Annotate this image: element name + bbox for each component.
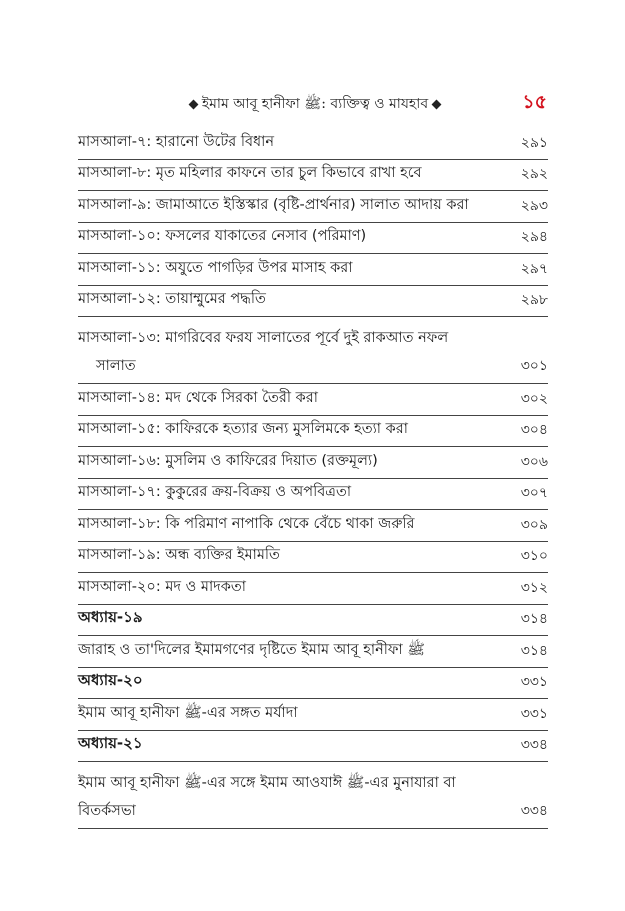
toc-entry-row [78,384,548,416]
toc-entry-title: মাসআলা-১৩: মাগরিবের ফরয সালাতের পূর্বে দুই রাকআত নফল [78,330,449,346]
toc-entry-row [78,699,548,731]
toc-entry-title: মাসআলা-৯: জামাআতে ইস্তিস্কার (বৃষ্টি-প্রার্থনার) সালাত আদায় করা [78,196,469,213]
toc-page-number: ২৯৭ [520,260,548,277]
running-header [80,92,550,116]
toc-entry-title: ইমাম আবূ হানীফা ﷺ-এর সঙ্গে ইমাম আওযাঈ ﷺ-এর মুনাযারা বা [78,775,456,791]
toc-entry-row [78,286,548,318]
toc-chapter-title: অধ্যায়-২১ [78,734,143,752]
toc-page-number: ৩১০ [520,548,548,564]
toc-page-number: ২৯২ [520,166,548,182]
toc-entry-title: মাসআলা-১৭: কুকুরের ক্রয়-বিক্রয় ও অপবিত্রতা [78,484,352,500]
toc-entry-row [78,128,548,160]
toc-entry-row [78,636,548,668]
toc-entry-title: জারাহ ও তা'দিলের ইমামগণের দৃষ্টিতে ইমাম আবূ হানীফা ﷺ [78,641,425,658]
toc-entry-row [78,762,548,829]
toc-entry-row [78,160,548,192]
toc-entry-title: মাসআলা-২০: মদ ও মাদকতা [78,578,247,595]
toc-page-number: ২৯৩ [520,197,548,214]
toc-entry-title: মাসআলা-১৫: কাফিরকে হত্যার জন্য মুসলিমকে হত্যা করা [78,421,408,437]
toc-page-number: ২৯৪ [520,229,548,245]
toc-chapter-row [78,668,548,700]
toc-page-number: ৩০৭ [520,485,548,501]
toc-entry-row [78,510,548,542]
toc-entry-row [78,191,548,223]
toc-page-number: ৩৩১ [520,705,548,722]
toc-entry-title: মাসআলা-১৮: কি পরিমাণ নাপাকি থেকে বেঁচে থাকা জরুরি [78,515,415,532]
toc-entry-title: মাসআলা-৮: মৃত মহিলার কাফনে তার চুল কিভাবে রাখা হবে [78,165,422,181]
toc-entry-title: মাসআলা-১০: ফসলের যাকাতের নেসাব (পরিমাণ) [78,228,367,244]
toc-entry-row [78,416,548,448]
toc-entry-row [78,542,548,574]
toc-chapter-row [78,731,548,763]
toc-page-number: ৩৩৪ [520,737,548,753]
toc-page-number: ৩৩৪ [520,803,548,819]
toc-chapter-row [78,605,548,637]
toc-entry-title: মাসআলা-১২: তায়াম্মুমের পদ্ধতি [78,291,266,307]
table-of-contents [78,128,548,829]
toc-entry-row [78,447,548,479]
toc-chapter-title: অধ্যায়-২০ [78,671,143,689]
page-number: ১৫ [522,91,547,113]
diamond-ornament-icon [432,99,442,109]
toc-entry-title-continued: বিতর্কসভা [78,803,136,819]
toc-entry-title: ইমাম আবূ হানীফা ﷺ-এর সঙ্গত মর্যাদা [78,704,298,721]
toc-chapter-title: অধ্যায়-১৯ [78,608,143,626]
toc-entry-row [78,479,548,511]
toc-page-number: ৩০১ [520,358,548,374]
toc-page-number: ৩০৬ [520,453,548,470]
toc-entry-title: মাসআলা-১৪: মদ থেকে সিরকা তৈরী করা [78,389,318,406]
toc-page-number: ৩০৯ [520,516,548,533]
toc-page-number: ৩১২ [520,579,548,596]
toc-entry-title: মাসআলা-১৬: মুসলিম ও কাফিরের দিয়াত (রক্তমূল্য) [78,452,378,469]
running-header-text: ইমাম আবূ হানীফা ﷺ: ব্যক্তিত্ব ও মাযহাব [201,96,429,112]
toc-page-number: ৩৩১ [520,674,548,690]
toc-page-number: ৩১৪ [520,611,548,627]
toc-page-number: ২৯১ [520,134,548,151]
toc-entry-title: মাসআলা-৭: হারানো উটের বিধান [78,133,275,150]
toc-entry-title: মাসআলা-১৯: অন্ধ ব্যক্তির ইমামতি [78,547,280,563]
toc-page-number: ৩০২ [520,390,548,407]
toc-entry-row [78,317,548,384]
diamond-ornament-icon [188,99,198,109]
toc-entry-row [78,254,548,286]
toc-page-number: ২৯৮ [520,292,548,308]
toc-entry-row [78,223,548,255]
toc-entry-title: মাসআলা-১১: অযুতে পাগড়ির উপর মাসাহ করা [78,259,353,276]
toc-entry-row [78,573,548,605]
toc-page-number: ৩০৪ [520,422,548,438]
toc-entry-title-continued: সালাত [96,358,136,374]
toc-page-number: ৩১৪ [520,642,548,659]
